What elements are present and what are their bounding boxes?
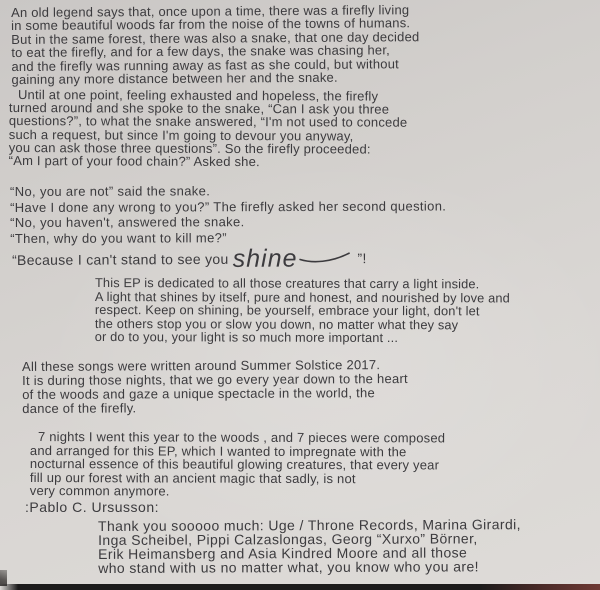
handwritten-line: you can ask those three questions”. So the firefly proceeded: [8, 139, 371, 157]
handwritten-line: nocturnal essence of this beautiful glowing creatures, that every year [29, 455, 440, 473]
handwritten-line: All these songs were written around Summer Solstice 2017. [21, 357, 381, 374]
paragraph-legend [11, 3, 420, 86]
paragraph-dedication [95, 276, 510, 345]
handwritten-line: This EP is dedicated to all those creatures that carry a light inside. [94, 275, 480, 292]
handwritten-line: very common anymore. [29, 482, 170, 499]
paragraph-solstice [22, 358, 408, 416]
handwritten-line: An old legend says that, once upon a time, there was a firefly living [10, 2, 410, 20]
handwritten-line: such a request, but since I'm going to devour you anyway, [8, 126, 354, 144]
handwritten-line: to eat the firefly, and for a few days, the snake was chasing her, [11, 42, 390, 61]
handwritten-line: A light that shines by itself, pure and honest, and nourished by love and [94, 288, 511, 306]
handwritten-line: But in the same forest, there was also a snake, that one day decided [11, 28, 420, 47]
handwritten-line: in some beautiful woods far from the noise of the towns of humans. [11, 15, 411, 34]
handwritten-line: respect. Keep on shining, be yourself, embrace your light, don't let [94, 302, 480, 319]
handwritten-line: “Then, why do you want to kill me?” [10, 230, 227, 246]
handwritten-line: It is during those nights, that we go every year down to the heart [22, 370, 408, 388]
handwritten-line: Thank you sooooo much: Uge / Throne Records, Marina Girardi, [97, 516, 521, 534]
paper-bottom-edge [0, 584, 600, 590]
handwritten-line: of the woods and gaze a unique spectacle in the world, the [22, 385, 375, 402]
handwritten-line: questions?”, to what the snake answered, “I'm not used to concede [8, 113, 408, 131]
handwritten-line: fill up our forest with an ancient magic that sadly, is not [29, 469, 356, 486]
handwritten-line: gaining any more distance between her and the snake. [11, 69, 338, 88]
handwritten-line: who stand with us no matter what, you know who you are! [98, 558, 479, 576]
paragraph-questions [10, 182, 446, 246]
shine-prefix: “Because I can't stand to see you [12, 250, 233, 268]
handwritten-line: “No, you haven't, answered the snake. [10, 214, 245, 231]
paragraph-thanks [98, 518, 521, 575]
handwritten-line: or do to you, your light is so much more important ... [94, 329, 399, 346]
handwritten-line: Inga Scheibel, Pippi Calzaslongas, Georg “Xurxo” Börner, [98, 530, 478, 548]
handwritten-line: “No, you are not” said the snake. [10, 183, 211, 199]
shine-word: shine [232, 244, 298, 273]
signature: :Pablo C. Ursusson: [25, 499, 159, 515]
handwritten-line: turned around and she spoke to the snake, “Can I ask you three [8, 100, 390, 117]
flourish-swoosh-icon [299, 250, 351, 264]
paragraph-chase [9, 88, 408, 169]
handwritten-line: and arranged for this EP, which I wanted to impregnate with the [29, 442, 407, 459]
shine-suffix: ”! [357, 250, 367, 267]
handwritten-line: and the firefly was running away as fast as she could, but without [11, 55, 399, 74]
handwritten-line: dance of the firefly. [22, 400, 137, 416]
paragraph-seven-nights [30, 430, 445, 499]
handwritten-line: Erik Heimansberg and Asia Kindred Moore and all those [98, 544, 468, 562]
handwritten-line: “Am I part of your food chain?” Asked she. [8, 153, 260, 170]
handwritten-line: the others stop you or slow you down, no matter what they say [94, 315, 459, 333]
handwritten-line: Until at one point, feeling exhausted and hopeless, the firefly [17, 87, 379, 104]
handwritten-line: “Have I done any wrong to you?” The firefly asked her second question. [10, 198, 447, 215]
shine-line [12, 244, 367, 275]
handwritten-line: 7 nights I went this year to the woods , and 7 pieces were composed [37, 429, 446, 446]
